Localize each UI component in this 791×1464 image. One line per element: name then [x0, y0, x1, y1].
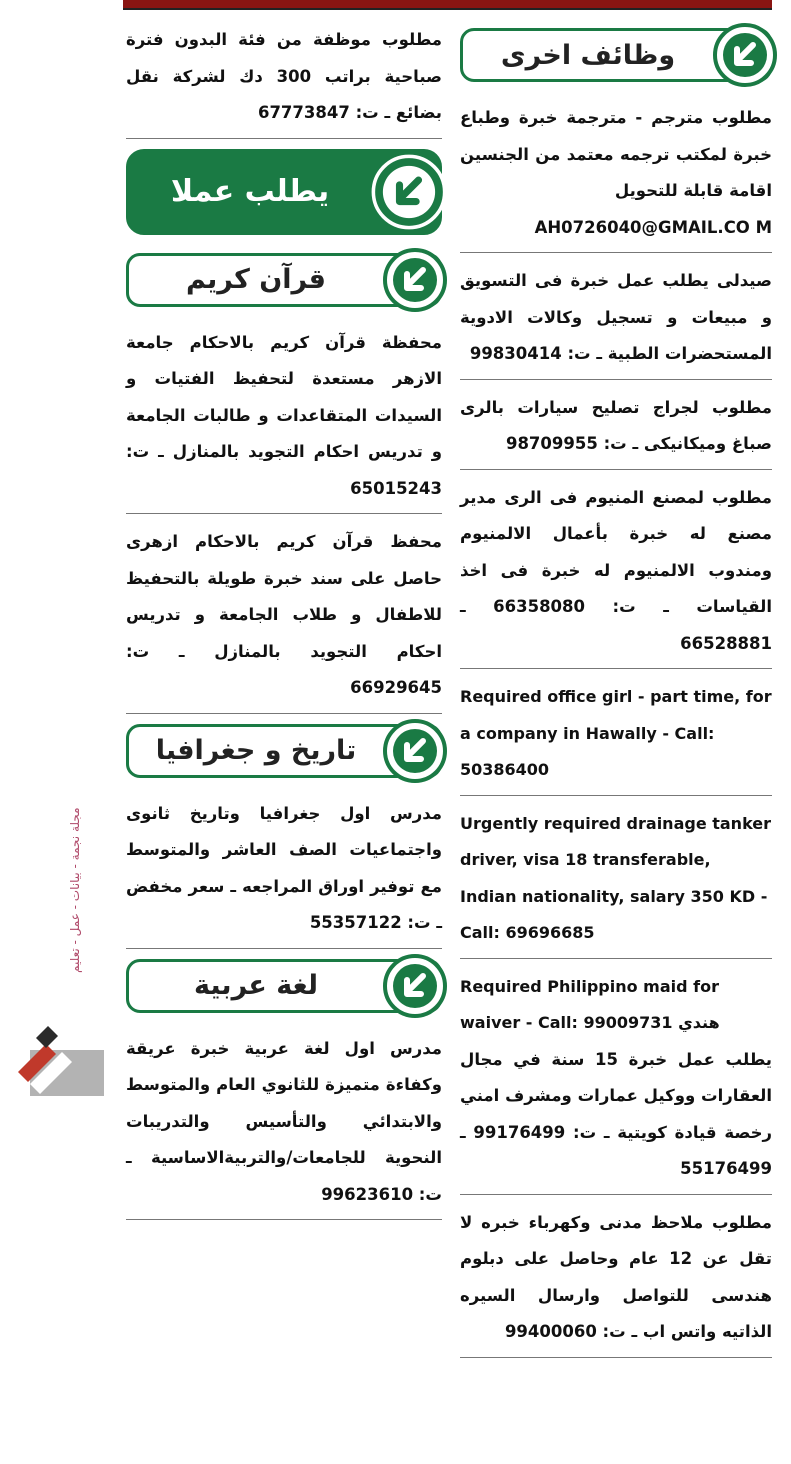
ad-item-en: Required Philippino maid for waiver - Call: 99009731 هندي — [460, 976, 720, 1032]
arrow-down-left-circle-icon — [383, 719, 447, 783]
ad-item: مطلوب موظفة من فئة البدون فترة صباحية براتب 300 دك لشركة نقل بضائع ـ ت: 67773847 — [126, 22, 442, 139]
top-color-bar — [123, 0, 772, 10]
ad-item: محفظ قرآن كريم بالاحكام ازهرى حاصل على سند خبرة طويلة بالتحفيظ للاطفال و طلاب الجامعة و تدريس احكام التجويد بالمنازل ـ ت: 66929645 — [126, 524, 442, 714]
section-title: وظائف اخرى — [500, 39, 676, 71]
section-banner-history-geography — [126, 724, 442, 778]
section-banner-other-jobs — [460, 28, 772, 82]
brand-logo — [0, 1010, 104, 1096]
ad-item-en: Required office girl - part time, for a company in Hawally - Call: 50386400 — [460, 679, 772, 796]
arrow-down-left-circle-icon — [713, 23, 777, 87]
arrow-down-left-circle-icon — [383, 248, 447, 312]
ad-item: مطلوب لمصنع المنيوم فى الرى مدير مصنع له خبرة بأعمال الالمنيوم ومندوب الالمنيوم له خبرة فى اخذ القياسات ـ ت: 66358080 ـ 66528881 — [460, 480, 772, 670]
section-title: لغة عربية — [194, 970, 318, 1001]
ad-item: مطلوب ملاحظ مدنى وكهرباء خبره لا تقل عن 12 عام وحاصل على دبلوم هندسى للتواصل وارسال السيره الذاتيه واتس اب ـ ت: 99400060 — [460, 1205, 772, 1358]
section-title: تاريخ و جغرافيا — [155, 735, 357, 766]
section-title: قرآن كريم — [186, 264, 326, 295]
ad-item-en: Urgently required drainage tanker driver, visa 18 transferable, Indian nationality, salary 350 KD - Call: 69696685 — [460, 806, 772, 959]
ad-item: محفظة قرآن كريم بالاحكام جامعة الازهر مستعدة لتحفيظ الفتيات و السيدات المتقاعدات و طالبات الجامعة و تدريس احكام التجويد بالمنازل ـ ت: 65015243 — [126, 325, 442, 515]
ad-item: يطلب عمل خبرة 15 سنة في مجال العقارات ووكيل عمارات ومشرف امني رخصة قيادة كويتية ـ ت: 99176499 ـ 55176499 — [460, 1042, 772, 1195]
section-title: يطلب عملا — [170, 174, 330, 209]
ad-item: مدرس اول لغة عربية خبرة عريقة وكفاءة متميزة للثانوي العام والمتوسط والابتدائي والتأسيس والتدريبات النحوية للجامعات/والتربيةالاساسية ـ ت: 99623610 — [126, 1031, 442, 1221]
ad-item: مطلوب مترجم - مترجمة خبرة وطباع خبرة لمكتب ترجمه معتمد من الجنسين اقامة قابلة للتحويل AH0726040@GMAIL.CO M — [460, 100, 772, 253]
section-banner-job-seekers — [126, 149, 442, 235]
side-vertical-text: مجلة نجمة - بيانات - عمل - تعليم — [68, 807, 82, 973]
arrow-down-left-circle-icon — [383, 954, 447, 1018]
section-banner-quran — [126, 253, 442, 307]
left-column — [126, 22, 442, 1230]
arrow-down-left-circle-icon — [371, 154, 447, 230]
ad-item: مطلوب لجراج تصليح سيارات بالرى صباغ وميكانيكى ـ ت: 98709955 — [460, 390, 772, 470]
right-column — [460, 22, 772, 1368]
section-banner-arabic — [126, 959, 442, 1013]
ad-item: مدرس اول جغرافيا وتاريخ ثانوى واجتماعيات الصف العاشر والمتوسط مع توفير اوراق المراجعه ـ سعر مخفض ـ ت: 55357122 — [126, 796, 442, 949]
ad-item: صيدلى يطلب عمل خبرة فى التسويق و مبيعات و تسجيل وكالات الادوية المستحضرات الطبية ـ ت: 99830414 — [460, 263, 772, 380]
